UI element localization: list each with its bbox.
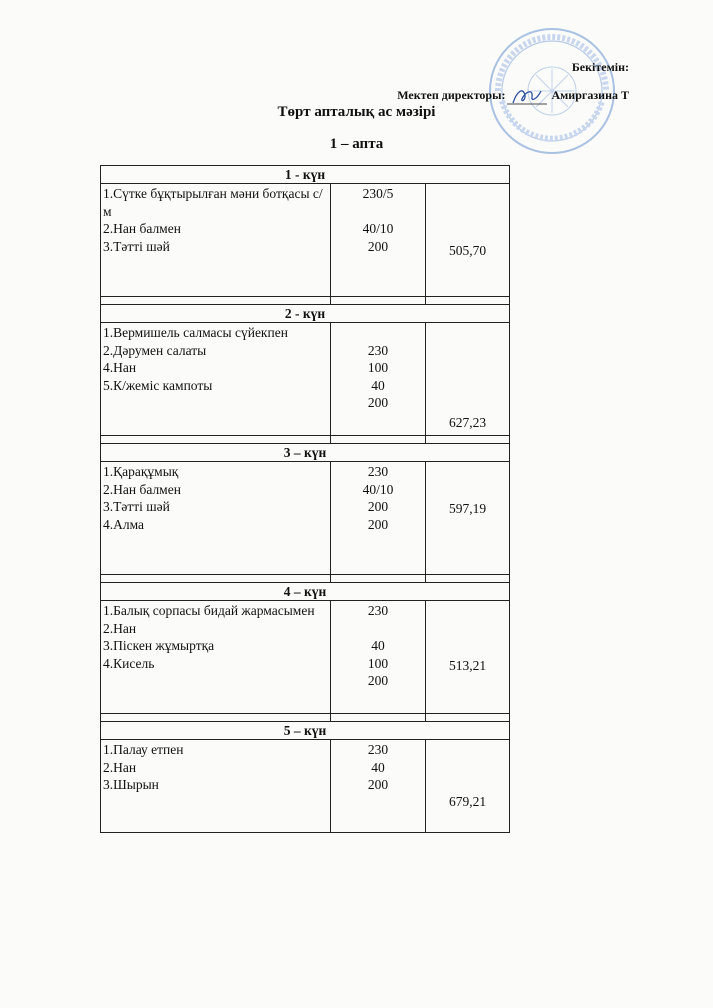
weight-value: 40 — [371, 759, 385, 775]
dish-list — [101, 601, 331, 714]
dish-item: 1.Қарақұмық — [103, 464, 179, 479]
dish-list — [101, 462, 331, 575]
weight-value: 40/10 — [362, 221, 394, 236]
weight-value: 200 — [367, 673, 389, 688]
weight-value: 100 — [367, 360, 389, 375]
dish-item: 1.Балық сорпасы бидай жармасымен — [103, 603, 315, 618]
dish-list — [101, 740, 331, 833]
weight-value — [331, 620, 425, 638]
weight-value: 40/10 — [362, 481, 394, 497]
day-total: 679,21 — [426, 740, 510, 833]
weight-value: 200 — [367, 777, 389, 792]
dish-item: 2.Нан — [103, 620, 137, 636]
weight-value: 230 — [367, 742, 389, 757]
day-total: 627,23 — [426, 323, 510, 436]
weight-value: 230 — [367, 464, 389, 479]
dish-list — [101, 184, 331, 297]
weight-list — [331, 462, 426, 575]
dish-list — [101, 323, 331, 436]
weight-value: 40 — [371, 638, 385, 653]
weight-value: 200 — [367, 499, 389, 514]
dish-item: 1.Сүтке бұқтырылған мәни ботқасы с/м — [103, 186, 323, 219]
day-header: 4 – күн — [101, 583, 510, 601]
dish-item: 2.Нан балмен — [103, 481, 181, 497]
week-label: 1 – апта — [329, 136, 384, 152]
dish-item: 1.Вермишель салмасы сүйекпен — [103, 325, 288, 340]
dish-item: 4.Алма — [103, 516, 145, 532]
dish-item: 1.Палау етпен — [103, 742, 184, 757]
approved-label: Бекітемін: — [571, 60, 629, 74]
weight-value: 230/5 — [362, 186, 394, 201]
weight-list — [331, 184, 426, 297]
day-total: 513,21 — [426, 601, 510, 714]
weight-list — [331, 323, 426, 436]
weight-value — [331, 324, 425, 342]
dish-item: 2.Нан балмен — [103, 221, 181, 236]
dish-item: 2.Нан — [103, 759, 137, 775]
director-label: Мектеп директоры: — [397, 87, 506, 102]
weight-value: 200 — [367, 516, 389, 532]
dish-item: 3.Тәтті шәй — [103, 238, 170, 254]
day-header: 2 - күн — [101, 305, 510, 323]
weight-list — [331, 601, 426, 714]
director-name: Амиргазина Т — [551, 87, 629, 102]
dish-item: 2.Дәрумен салаты — [103, 342, 207, 358]
dish-item: 4.Нан — [103, 360, 137, 375]
dish-item: 3.Тәтті шәй — [103, 499, 170, 514]
weight-list — [331, 740, 426, 833]
weight-value: 200 — [367, 395, 389, 410]
day-total: 597,19 — [426, 462, 510, 575]
dish-item: 4.Кисель — [103, 655, 155, 671]
dish-item: 3.Шырын — [103, 777, 159, 792]
approval-block — [397, 60, 629, 107]
document-title: Төрт апталық ас мәзірі — [277, 104, 436, 120]
day-header: 3 – күн — [101, 444, 510, 462]
menu-table — [100, 165, 510, 833]
day-header: 1 - күн — [101, 166, 510, 184]
day-header: 5 – күн — [101, 722, 510, 740]
dish-item: 5.К/жеміс кампоты — [103, 377, 213, 393]
weight-value: 100 — [367, 655, 389, 671]
weight-value: 230 — [367, 342, 389, 358]
weight-value — [331, 203, 425, 221]
weight-value: 230 — [367, 603, 389, 618]
weight-value: 40 — [371, 377, 385, 393]
weight-value: 200 — [367, 238, 389, 254]
day-total: 505,70 — [426, 184, 510, 297]
dish-item: 3.Піскен жұмыртқа — [103, 638, 215, 653]
